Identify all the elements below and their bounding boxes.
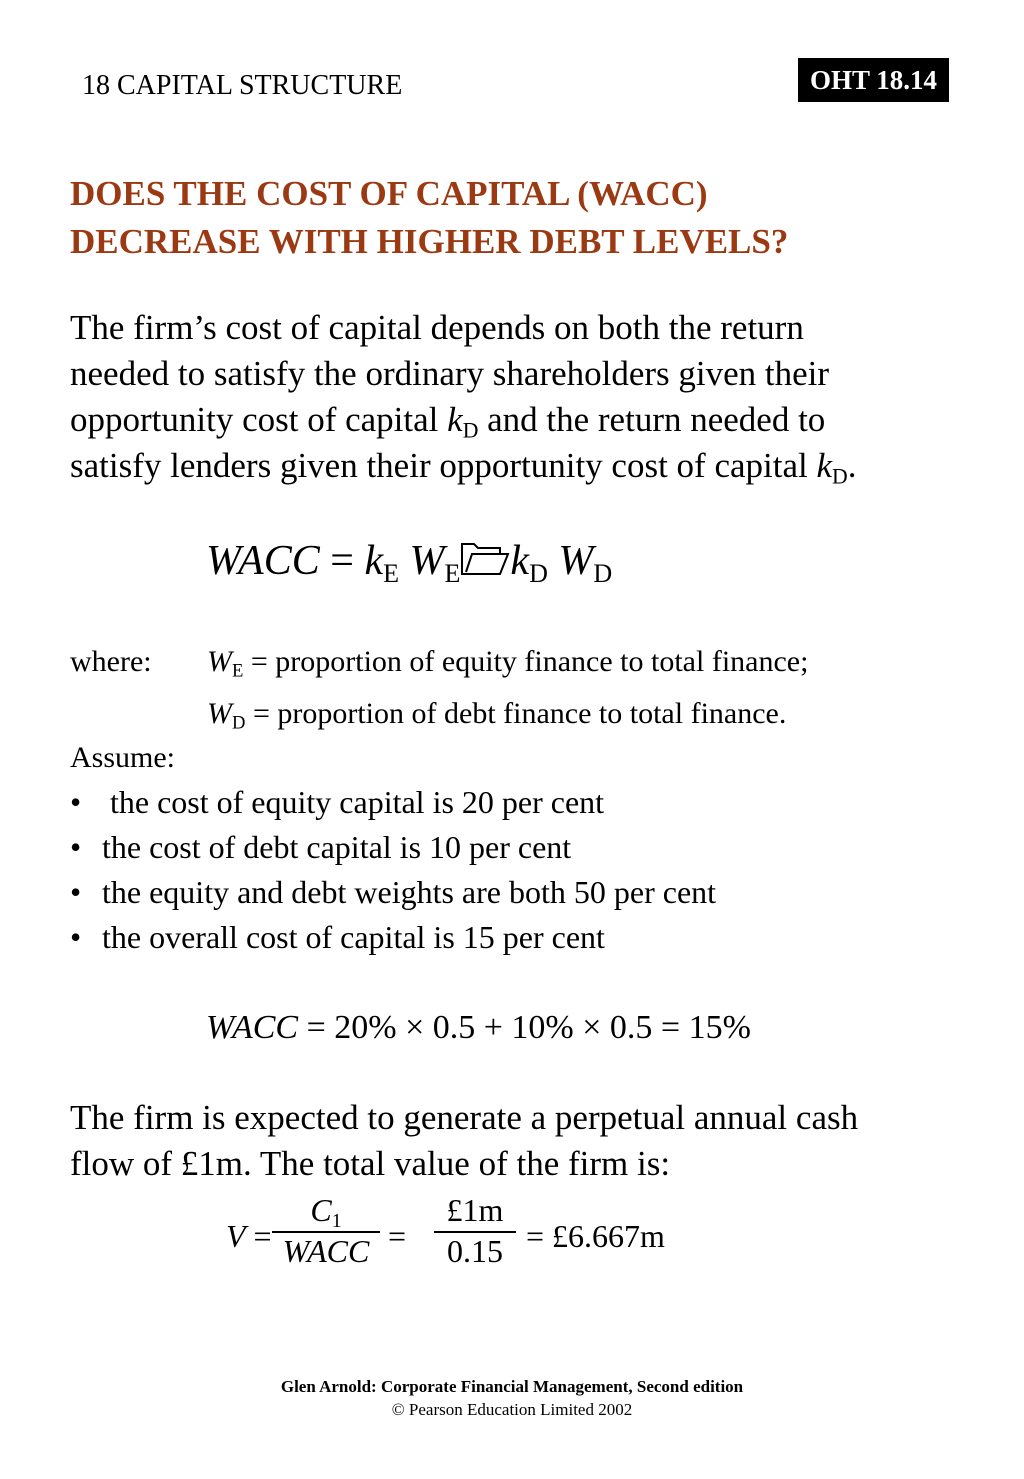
- footer-copyright: © Pearson Education Limited 2002: [391, 1400, 633, 1419]
- debt-weight-definition: $W_D$ = proportion of debt finance to total finance.: [207, 697, 787, 734]
- valuation-line-2: flow of £1m. The total value of the firm is:: [70, 1144, 671, 1183]
- footer-book-title: Glen Arnold: Corporate Financial Management, Second edition: [280, 1377, 744, 1396]
- intro-line-3: opportunity cost of capital $k_D$ and the return needed to: [70, 400, 826, 443]
- intro-line-2: needed to satisfy the ordinary shareholders given their: [70, 354, 830, 393]
- wacc-formula: WACC = $k_E$ $W_E$ $k_D$ $W_D$: [206, 538, 613, 588]
- slide-id-badge: OHT 18.14: [798, 58, 949, 102]
- equity-weight-definition: $W_E$ = proportion of equity finance to total finance;: [207, 645, 809, 682]
- valuation-result: = £6.667m: [526, 1218, 665, 1254]
- title-line-1: DOES THE COST OF CAPITAL (WACC): [70, 174, 708, 213]
- chapter-heading: 18 CAPITAL STRUCTURE: [82, 70, 403, 101]
- page-title: [70, 170, 788, 266]
- fraction-c1-over-wacc: $C_1$ WACC: [272, 1192, 380, 1270]
- value-lhs: V =: [226, 1218, 272, 1254]
- folder-icon: [460, 540, 510, 589]
- intro-line-1: The firm’s cost of capital depends on both the return: [70, 308, 804, 347]
- list-item: • the overall cost of capital is 15 per cent: [70, 919, 605, 955]
- valuation-paragraph: [70, 1095, 858, 1187]
- wacc-calculation: WACC = 20% × 0.5 + 10% × 0.5 = 15%: [206, 1009, 751, 1046]
- list-item: • the equity and debt weights are both 50 per cent: [70, 874, 717, 910]
- list-item: • the cost of equity capital is 20 per cent: [70, 784, 605, 820]
- assumption-list: [70, 780, 716, 960]
- where-label: where:: [70, 645, 152, 678]
- valuation-line-1: The firm is expected to generate a perpetual annual cash: [70, 1098, 859, 1137]
- list-item: • the cost of debt capital is 10 per cent: [70, 829, 572, 865]
- fraction-cashflow-over-rate: $\frac{£1m}{0.15}$: [434, 1192, 516, 1270]
- assume-label: Assume:: [70, 741, 175, 774]
- title-line-2: DECREASE WITH HIGHER DEBT LEVELS?: [70, 222, 789, 261]
- equals-sign: =: [388, 1218, 407, 1254]
- intro-line-4: satisfy lenders given their opportunity cost of capital $k_D$.: [70, 446, 857, 489]
- intro-paragraph: [70, 305, 856, 489]
